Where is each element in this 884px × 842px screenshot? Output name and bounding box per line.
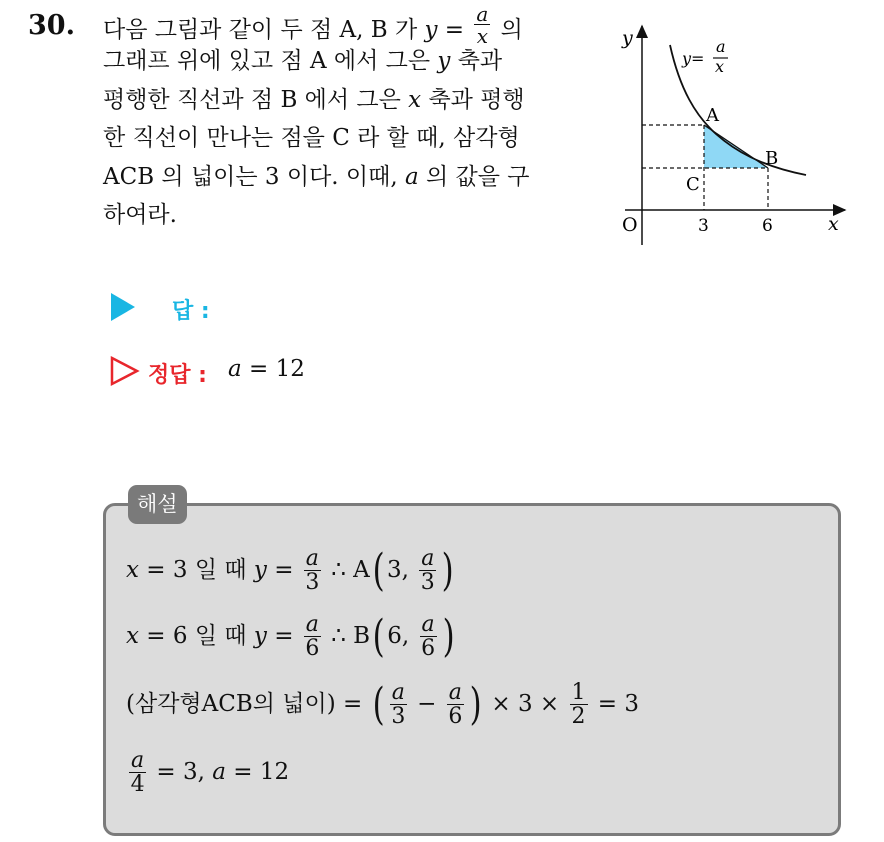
curve-label-num: a (716, 37, 726, 56)
question-fraction: $\frac{a}{x}$ (476, 2, 489, 48)
y-axis-label: y (622, 27, 633, 49)
explanation-line-2: x = 6 일 때 y = $\frac{a}{6}$ ∴ B( 6, $\frac{a}{6}$ ) (126, 611, 455, 662)
question-line-3: 평행한 직선과 점 B 에서 그은 x 축과 평행 (103, 86, 525, 113)
explanation-line-3: (삼각형ACB의 넓이) = ( $\frac{a}{3}$ − $\frac{a}{6}$ ) × 3 × $\frac{1}{2}$ = 3 (126, 679, 640, 730)
correct-answer-label: 정답 : (148, 363, 207, 388)
play-arrow-icon (108, 290, 138, 324)
point-a-label: A (706, 105, 719, 126)
outline-arrow-icon (108, 354, 142, 388)
point-c-label: C (686, 174, 700, 195)
x-axis-label: x (828, 213, 839, 235)
curve-label-y: y= (682, 49, 705, 68)
question-line-5: ACB 의 넓이는 3 이다. 이때, a 의 값을 구 (103, 163, 530, 190)
explanation-line-4: $\frac{a}{4}$ = 3, a = 12 (130, 748, 290, 797)
tick-3-label: 3 (698, 216, 709, 236)
question-line-2: 그래프 위에 있고 점 A 에서 그은 y 축과 (103, 48, 503, 74)
question-number: 30. (28, 10, 75, 41)
curve-label-den: x (715, 57, 725, 76)
question-line-6: 하여라. (103, 202, 177, 228)
origin-label: O (622, 214, 638, 236)
point-b-label: B (765, 148, 779, 169)
question-line-1: 다음 그림과 같이 두 점 A, B 가 y = $\frac{a}{x}$ 의 (103, 2, 523, 48)
answer-label: 답 : (172, 299, 210, 324)
hyperbola-graph (600, 20, 850, 250)
question-text (103, 2, 583, 235)
explanation-line-1: x = 3 일 때 y = $\frac{a}{3}$ ∴ A( 3, $\frac{a}{3}$ ) (126, 545, 454, 596)
explanation-tag: 해설 (128, 485, 187, 524)
question-line-4: 한 직선이 만나는 점을 C 라 할 때, 삼각형 (103, 125, 520, 151)
tick-6-label: 6 (762, 216, 773, 236)
correct-answer-value: a = 12 (228, 356, 305, 382)
